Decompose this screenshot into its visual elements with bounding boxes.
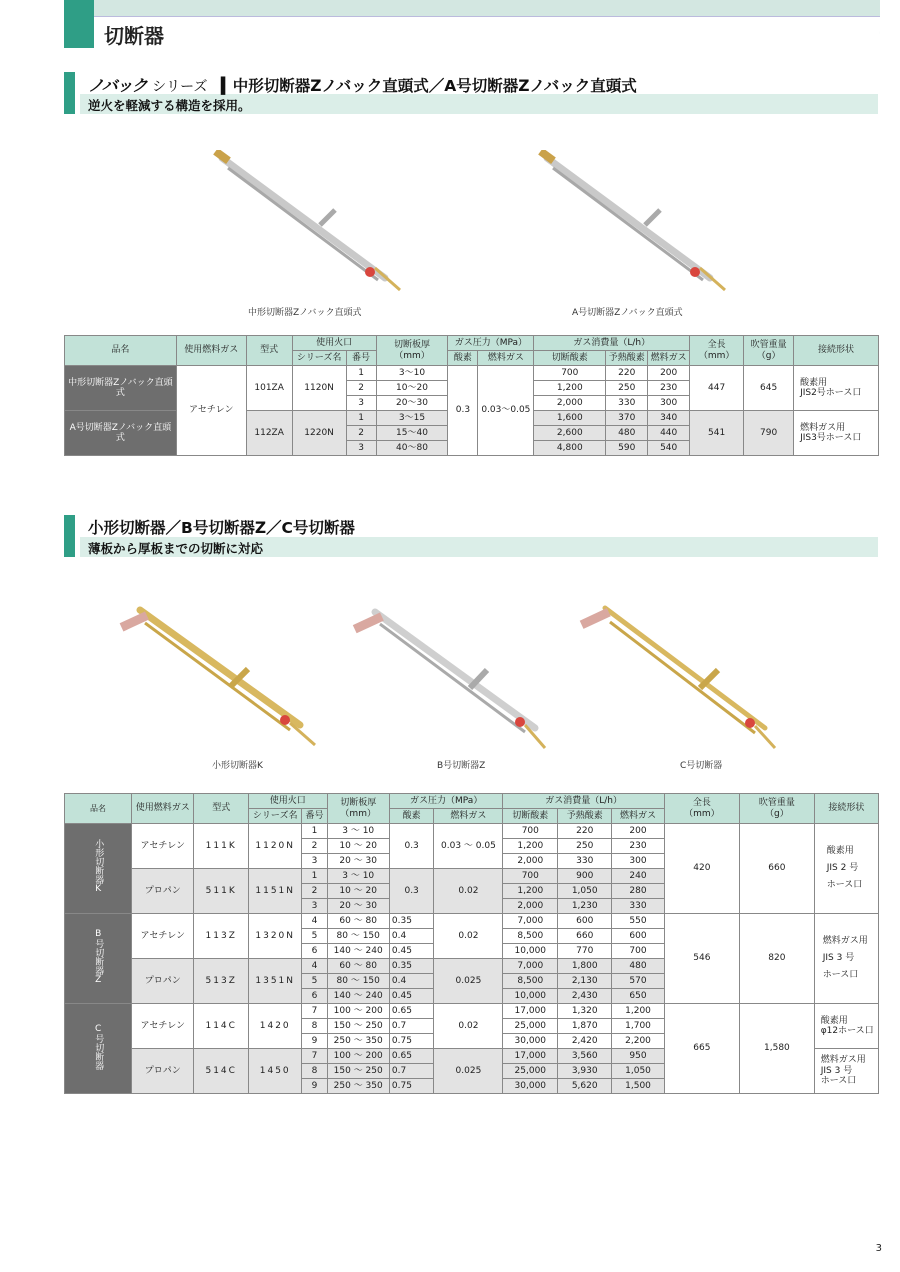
- th-connection: 接続形状: [794, 336, 879, 366]
- fuel-gas: 550: [612, 914, 664, 929]
- th2-connection: 接続形状: [814, 794, 878, 824]
- cut-oxygen: 17,000: [503, 1049, 558, 1064]
- fuel-type: プロパン: [132, 959, 194, 1004]
- weight: 660: [740, 824, 815, 914]
- header-title-panel: [94, 16, 880, 49]
- category-label-text: 小形切断器K: [93, 839, 104, 895]
- preheat-oxygen: 2,430: [558, 989, 612, 1004]
- caption-medium: 中形切断器Ζノバック直頭式: [248, 308, 362, 318]
- model: 113Z: [194, 914, 249, 959]
- series: 1420: [249, 1004, 302, 1049]
- series: 1120N: [249, 824, 302, 869]
- page-number: 3: [875, 1243, 882, 1254]
- thickness: 40～80: [376, 441, 448, 456]
- category-label-text: C号切断器: [93, 1023, 104, 1070]
- thickness: 3 ～ 10: [327, 869, 389, 884]
- thickness: 140 ～ 240: [327, 989, 389, 1004]
- fuel-gas: 1,700: [612, 1019, 664, 1034]
- oxygen-pressure: 0.3: [448, 366, 478, 456]
- cut-oxygen: 2,000: [503, 899, 558, 914]
- thickness: 80 ～ 150: [327, 929, 389, 944]
- weight: 1,580: [740, 1004, 815, 1094]
- th2-cut-oxy: 切断酸素: [503, 809, 558, 824]
- section2-subtitle: 薄板から厚板までの切断に対応: [88, 541, 264, 556]
- preheat-oxygen: 1,230: [558, 899, 612, 914]
- table-row: [65, 914, 879, 929]
- th2-model: 型式: [194, 794, 249, 824]
- preheat-oxygen: 1,050: [558, 884, 612, 899]
- cut-oxygen: 4,800: [534, 441, 606, 456]
- th-model: 型式: [246, 336, 292, 366]
- cut-oxygen: 25,000: [503, 1064, 558, 1079]
- tip-number: 3: [302, 854, 327, 869]
- length: 447: [690, 366, 744, 411]
- model: 514C: [194, 1049, 249, 1094]
- th2-weight: 吹管重量 （g）: [740, 794, 815, 824]
- model: 101ZA: [246, 366, 292, 411]
- cut-oxygen: 25,000: [503, 1019, 558, 1034]
- tip-number: 2: [346, 426, 376, 441]
- tip-number: 7: [302, 1004, 327, 1019]
- table-row: [65, 824, 879, 839]
- fuel-type: プロパン: [132, 869, 194, 914]
- th-fuelgas: 燃料ガス: [478, 351, 534, 366]
- caption-a: A号切断器Ζノバック直頭式: [572, 308, 683, 318]
- tip-number: 6: [302, 944, 327, 959]
- oxygen-pressure: 0.35: [389, 959, 434, 974]
- preheat-oxygen: 770: [558, 944, 612, 959]
- oxygen-pressure: 0.4: [389, 929, 434, 944]
- section1-subtitle: 逆火を軽減する構造を採用。: [88, 98, 251, 113]
- caption-b-z: B号切断器Z: [437, 761, 486, 771]
- connection: 酸素用 φ12ホース口: [814, 1004, 878, 1049]
- length: 665: [664, 1004, 739, 1094]
- thickness: 140 ～ 240: [327, 944, 389, 959]
- cut-oxygen: 1,600: [534, 411, 606, 426]
- thickness: 80 ～ 150: [327, 974, 389, 989]
- thickness: 10～20: [376, 381, 448, 396]
- oxygen-pressure: 0.35: [389, 914, 434, 929]
- cut-oxygen: 700: [503, 869, 558, 884]
- tip-number: 4: [302, 959, 327, 974]
- category-label: [65, 914, 132, 1004]
- fuel-gas: 300: [648, 396, 690, 411]
- cut-oxygen: 700: [534, 366, 606, 381]
- oxygen-pressure: 0.7: [389, 1064, 434, 1079]
- connection: 酸素用 JIS2号ホース口: [794, 366, 879, 411]
- fuel-gas: 570: [612, 974, 664, 989]
- fuel-pressure: 0.02: [434, 914, 503, 959]
- preheat-oxygen: 250: [606, 381, 648, 396]
- cut-oxygen: 1,200: [503, 884, 558, 899]
- tip-number: 5: [302, 929, 327, 944]
- thickness: 150 ～ 250: [327, 1019, 389, 1034]
- series: 1220N: [292, 411, 346, 456]
- connection: 燃料ガス用 JIS 3 号 ホース口: [814, 914, 878, 1004]
- thickness: 15～40: [376, 426, 448, 441]
- weight: 790: [744, 411, 794, 456]
- fuel-gas: 340: [648, 411, 690, 426]
- oxygen-pressure: 0.65: [389, 1004, 434, 1019]
- tip-number: 7: [302, 1049, 327, 1064]
- thickness: 60 ～ 80: [327, 959, 389, 974]
- cut-oxygen: 1,200: [503, 839, 558, 854]
- model: 511K: [194, 869, 249, 914]
- model: 513Z: [194, 959, 249, 1004]
- fuel-type: プロパン: [132, 1049, 194, 1094]
- oxygen-pressure: 0.3: [389, 869, 434, 914]
- fuel-gas: 230: [648, 381, 690, 396]
- section1-accent-bar: [64, 72, 75, 114]
- oxygen-pressure: 0.45: [389, 989, 434, 1004]
- category-label: [65, 824, 132, 914]
- tip-number: 1: [346, 411, 376, 426]
- connection: 酸素用 JIS 2 号 ホース口: [814, 824, 878, 914]
- preheat-oxygen: 2,130: [558, 974, 612, 989]
- fuel-gas: 280: [612, 884, 664, 899]
- series: 1320N: [249, 914, 302, 959]
- section1-title: ノバック シリーズ ▍中形切断器Ζノバック直頭式／A号切断器Ζノバック直頭式: [88, 76, 637, 95]
- th-pressure: ガス圧力（MPa）: [448, 336, 534, 351]
- torch-image-c: [570, 598, 785, 758]
- cut-oxygen: 10,000: [503, 944, 558, 959]
- table-row: [65, 366, 879, 381]
- preheat-oxygen: 2,420: [558, 1034, 612, 1049]
- product-name: 中形切断器Ζノバック直頭式: [65, 366, 177, 411]
- th2-pre-oxy: 予熱酸素: [558, 809, 612, 824]
- tip-number: 9: [302, 1079, 327, 1094]
- fuel-pressure: 0.02: [434, 1004, 503, 1049]
- preheat-oxygen: 480: [606, 426, 648, 441]
- tip-number: 9: [302, 1034, 327, 1049]
- th-fuel: 使用燃料ガス: [176, 336, 246, 366]
- fuel-gas: 600: [612, 929, 664, 944]
- oxygen-pressure: 0.65: [389, 1049, 434, 1064]
- section2-accent-bar: [64, 515, 75, 557]
- th-fuel-gas: 燃料ガス: [648, 351, 690, 366]
- thickness: 100 ～ 200: [327, 1004, 389, 1019]
- fuel-gas: 240: [612, 869, 664, 884]
- th2-consumption: ガス消費量（L/h）: [503, 794, 664, 809]
- preheat-oxygen: 250: [558, 839, 612, 854]
- fuel-gas: 1,200: [612, 1004, 664, 1019]
- torch-image-b-z: [345, 600, 555, 755]
- cut-oxygen: 7,000: [503, 914, 558, 929]
- thickness: 60 ～ 80: [327, 914, 389, 929]
- tip-number: 6: [302, 989, 327, 1004]
- fuel-pressure: 0.025: [434, 959, 503, 1004]
- preheat-oxygen: 1,800: [558, 959, 612, 974]
- caption-small-k: 小形切断器K: [212, 761, 263, 771]
- tip-number: 4: [302, 914, 327, 929]
- oxygen-pressure: 0.3: [389, 824, 434, 869]
- th2-fuel-gas: 燃料ガス: [612, 809, 664, 824]
- preheat-oxygen: 660: [558, 929, 612, 944]
- weight: 645: [744, 366, 794, 411]
- oxygen-pressure: 0.75: [389, 1034, 434, 1049]
- preheat-oxygen: 220: [606, 366, 648, 381]
- fuel-gas: 200: [648, 366, 690, 381]
- connection: 燃料ガス用 JIS3号ホース口: [794, 411, 879, 456]
- torch-image-a: [535, 150, 735, 295]
- length: 420: [664, 824, 739, 914]
- fuel-pressure: 0.03～0.05: [478, 366, 534, 456]
- th-tip: 使用火口: [292, 336, 376, 351]
- oxygen-pressure: 0.45: [389, 944, 434, 959]
- torch-image-medium: [210, 150, 410, 295]
- table-row: [65, 1004, 879, 1019]
- th2-tip: 使用火口: [249, 794, 328, 809]
- section2-title: 小形切断器／B号切断器Ζ／C号切断器: [88, 519, 355, 537]
- fuel-gas: 230: [612, 839, 664, 854]
- th-length: 全長 （mm）: [690, 336, 744, 366]
- fuel-type: アセチレン: [176, 366, 246, 456]
- preheat-oxygen: 5,620: [558, 1079, 612, 1094]
- fuel-gas: 540: [648, 441, 690, 456]
- oxygen-pressure: 0.7: [389, 1019, 434, 1034]
- series-label: シリーズ: [152, 79, 208, 95]
- thickness: 20 ～ 30: [327, 854, 389, 869]
- connection: 燃料ガス用 JIS 3 号 ホース口: [814, 1049, 878, 1094]
- tip-number: 3: [346, 441, 376, 456]
- fuel-gas: 700: [612, 944, 664, 959]
- preheat-oxygen: 3,560: [558, 1049, 612, 1064]
- th-cut-oxy: 切断酸素: [534, 351, 606, 366]
- tip-number: 1: [302, 869, 327, 884]
- cut-oxygen: 30,000: [503, 1079, 558, 1094]
- thickness: 150 ～ 250: [327, 1064, 389, 1079]
- cut-oxygen: 10,000: [503, 989, 558, 1004]
- fuel-type: アセチレン: [132, 824, 194, 869]
- tip-number: 3: [302, 899, 327, 914]
- preheat-oxygen: 590: [606, 441, 648, 456]
- th2-series: シリーズ名: [249, 809, 302, 824]
- preheat-oxygen: 1,870: [558, 1019, 612, 1034]
- fuel-pressure: 0.025: [434, 1049, 503, 1094]
- thickness: 10 ～ 20: [327, 884, 389, 899]
- th2-length: 全長 （mm）: [664, 794, 739, 824]
- fuel-pressure: 0.03 ～ 0.05: [434, 824, 503, 869]
- fuel-pressure: 0.02: [434, 869, 503, 914]
- model: 111K: [194, 824, 249, 869]
- cut-oxygen: 17,000: [503, 1004, 558, 1019]
- cut-oxygen: 8,500: [503, 974, 558, 989]
- th2-oxygen: 酸素: [389, 809, 434, 824]
- fuel-type: アセチレン: [132, 914, 194, 959]
- th-name: 品名: [65, 336, 177, 366]
- cut-oxygen: 700: [503, 824, 558, 839]
- fuel-gas: 300: [612, 854, 664, 869]
- cut-oxygen: 8,500: [503, 929, 558, 944]
- fuel-gas: 1,500: [612, 1079, 664, 1094]
- category-label: [65, 1004, 132, 1094]
- oxygen-pressure: 0.4: [389, 974, 434, 989]
- th-pre-oxy: 予熱酸素: [606, 351, 648, 366]
- section1-title-text: 中形切断器Ζノバック直頭式／A号切断器Ζノバック直頭式: [232, 77, 637, 95]
- cut-oxygen: 30,000: [503, 1034, 558, 1049]
- tip-number: 8: [302, 1019, 327, 1034]
- fuel-gas: 200: [612, 824, 664, 839]
- model: 112ZA: [246, 411, 292, 456]
- thickness: 3～15: [376, 411, 448, 426]
- header-accent-bar: [64, 0, 94, 48]
- model: 114C: [194, 1004, 249, 1049]
- fuel-gas: 330: [612, 899, 664, 914]
- thickness: 250 ～ 350: [327, 1034, 389, 1049]
- cut-oxygen: 1,200: [534, 381, 606, 396]
- th-oxygen: 酸素: [448, 351, 478, 366]
- tip-number: 8: [302, 1064, 327, 1079]
- fuel-gas: 650: [612, 989, 664, 1004]
- preheat-oxygen: 1,320: [558, 1004, 612, 1019]
- cut-oxygen: 7,000: [503, 959, 558, 974]
- tip-number: 2: [346, 381, 376, 396]
- fuel-gas: 950: [612, 1049, 664, 1064]
- preheat-oxygen: 220: [558, 824, 612, 839]
- series: 1450: [249, 1049, 302, 1094]
- thickness: 100 ～ 200: [327, 1049, 389, 1064]
- thickness: 250 ～ 350: [327, 1079, 389, 1094]
- th-series: シリーズ名: [292, 351, 346, 366]
- tip-number: 2: [302, 884, 327, 899]
- preheat-oxygen: 600: [558, 914, 612, 929]
- caption-c: C号切断器: [680, 761, 723, 771]
- th-weight: 吹管重量 （g）: [744, 336, 794, 366]
- tip-number: 3: [346, 396, 376, 411]
- fuel-gas: 440: [648, 426, 690, 441]
- th2-fuel: 使用燃料ガス: [132, 794, 194, 824]
- novac-logo: ノバック: [88, 76, 147, 95]
- oxygen-pressure: 0.75: [389, 1079, 434, 1094]
- thickness: 20 ～ 30: [327, 899, 389, 914]
- th-thickness: 切断板厚 （mm）: [376, 336, 448, 366]
- th-number: 番号: [346, 351, 376, 366]
- tip-number: 1: [346, 366, 376, 381]
- fuel-gas: 480: [612, 959, 664, 974]
- spec-table-1: [64, 335, 879, 456]
- thickness: 3～10: [376, 366, 448, 381]
- tip-number: 1: [302, 824, 327, 839]
- length: 541: [690, 411, 744, 456]
- th2-fuelgas: 燃料ガス: [434, 809, 503, 824]
- category-label-text: B号切断器Z: [93, 928, 104, 985]
- series: 1120N: [292, 366, 346, 411]
- preheat-oxygen: 330: [558, 854, 612, 869]
- tip-number: 2: [302, 839, 327, 854]
- th2-number: 番号: [302, 809, 327, 824]
- thickness: 10 ～ 20: [327, 839, 389, 854]
- cut-oxygen: 2,000: [534, 396, 606, 411]
- cut-oxygen: 2,600: [534, 426, 606, 441]
- preheat-oxygen: 3,930: [558, 1064, 612, 1079]
- product-name: A号切断器Ζノバック直頭式: [65, 411, 177, 456]
- weight: 820: [740, 914, 815, 1004]
- th2-thickness: 切断板厚 （mm）: [327, 794, 389, 824]
- series: 1351N: [249, 959, 302, 1004]
- th2-name: 品名: [65, 794, 132, 824]
- length: 546: [664, 914, 739, 1004]
- thickness: 20～30: [376, 396, 448, 411]
- series: 1151N: [249, 869, 302, 914]
- page-title: 切断器: [104, 24, 164, 48]
- spec-table-2: [64, 793, 879, 1094]
- preheat-oxygen: 370: [606, 411, 648, 426]
- fuel-gas: 2,200: [612, 1034, 664, 1049]
- tip-number: 5: [302, 974, 327, 989]
- cut-oxygen: 2,000: [503, 854, 558, 869]
- th-consumption: ガス消費量（L/h）: [534, 336, 690, 351]
- torch-image-small-k: [110, 595, 320, 755]
- fuel-gas: 1,050: [612, 1064, 664, 1079]
- thickness: 3 ～ 10: [327, 824, 389, 839]
- preheat-oxygen: 900: [558, 869, 612, 884]
- fuel-type: アセチレン: [132, 1004, 194, 1049]
- preheat-oxygen: 330: [606, 396, 648, 411]
- th2-pressure: ガス圧力（MPa）: [389, 794, 503, 809]
